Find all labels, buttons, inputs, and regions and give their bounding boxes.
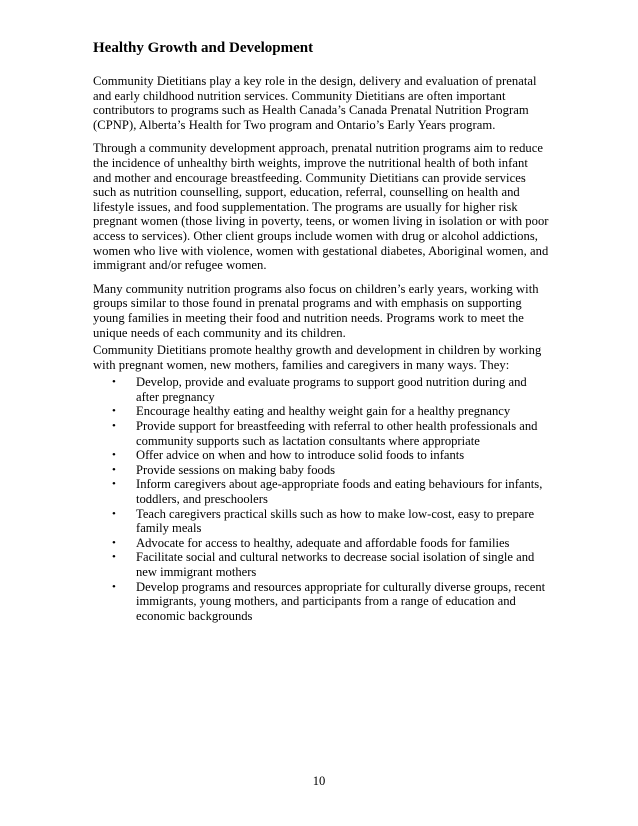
bullet-icon: • [112,551,116,564]
page-number: 10 [312,774,326,788]
section-heading: Healthy Growth and Development [93,40,314,56]
bullet-icon: • [112,536,116,549]
list-item-text: Facilitate social and cultural networks to decrease social isolation of single and new immigrant mothers [136,550,535,579]
list-item [112,580,549,624]
list-item [112,477,549,506]
list-item [112,419,549,448]
list-item-text: Advocate for access to healthy, adequate and affordable foods for families [136,535,510,550]
list-item-text: Develop programs and resources appropriate for culturally diverse groups, recent immigrants, young mothers, and participants from a range of education and economic backgrounds [136,579,546,623]
paragraph-intro: Community Dietitians play a key role in the design, delivery and evaluation of prenatal and early childhood nutrition services. Community Dietitians are often important contributors to programs such as Health Canada’s Canada Prenatal Nutrition Program (CPNP), Alberta’s Health for Two program and Ontario’s Early Years program. [93,74,537,132]
list-item [112,463,549,478]
bullet-icon: • [112,580,116,593]
list-item [112,404,549,419]
document-page [93,38,549,623]
list-item-text: Offer advice on when and how to introduce solid foods to infants [136,448,465,463]
bullet-icon: • [112,405,116,418]
services-bullet-list [93,375,549,623]
bullet-icon: • [112,420,116,433]
bullet-icon: • [112,449,116,462]
list-item-text: Provide sessions on making baby foods [136,462,336,477]
list-item-text: Provide support for breastfeeding with referral to other health professionals and community supports such as lactation consultants where appropriate [136,419,538,448]
bullet-icon: • [112,478,116,491]
bullet-icon: • [112,463,116,476]
paragraph-prenatal-programs: Through a community development approach, prenatal nutrition programs aim to reduce the incidence of unhealthy birth weights, improve the nutritional health of both infant and mother and encourage breastfeeding. Community Dietitians can provide services such as nutrition counselling, support, education, referral, counselling on health and lifestyle issues, and food supplementation. The programs are usually for higher risk pregnant women (those living in poverty, teens, or women living in isolation or with poor access to services). Other client groups include women with drug or alcohol addictions, women who live with violence, women with gestational diabetes, Aboriginal women, and immigrant and/or refugee women. [93,141,549,273]
list-item-text: Inform caregivers about age-appropriate foods and eating behaviours for infants, toddlers, and preschoolers [136,477,543,507]
list-item-text: Encourage healthy eating and healthy weight gain for a healthy pregnancy [136,404,511,419]
bullet-icon: • [112,507,116,520]
paragraph-early-years: Many community nutrition programs also focus on children’s early years, working with groups similar to those found in prenatal programs and with emphasis on supporting young families in meeting their food and nutrition needs. Programs work to meet the unique needs of each community and its children. [93,281,539,340]
list-item-text: Teach caregivers practical skills such as how to make low-cost, easy to prepare family meals [136,506,535,536]
list-item [112,375,549,404]
list-item [112,507,549,536]
list-item-text: Develop, provide and evaluate programs to support good nutrition during and after pregnancy [136,375,527,404]
paragraph-promote-growth: Community Dietitians promote healthy growth and development in children by working with pregnant women, new mothers, families and caregivers in many ways. They: [93,343,542,372]
list-item [112,550,549,579]
list-item [112,536,549,551]
list-item [112,448,549,463]
bullet-icon: • [112,376,116,389]
